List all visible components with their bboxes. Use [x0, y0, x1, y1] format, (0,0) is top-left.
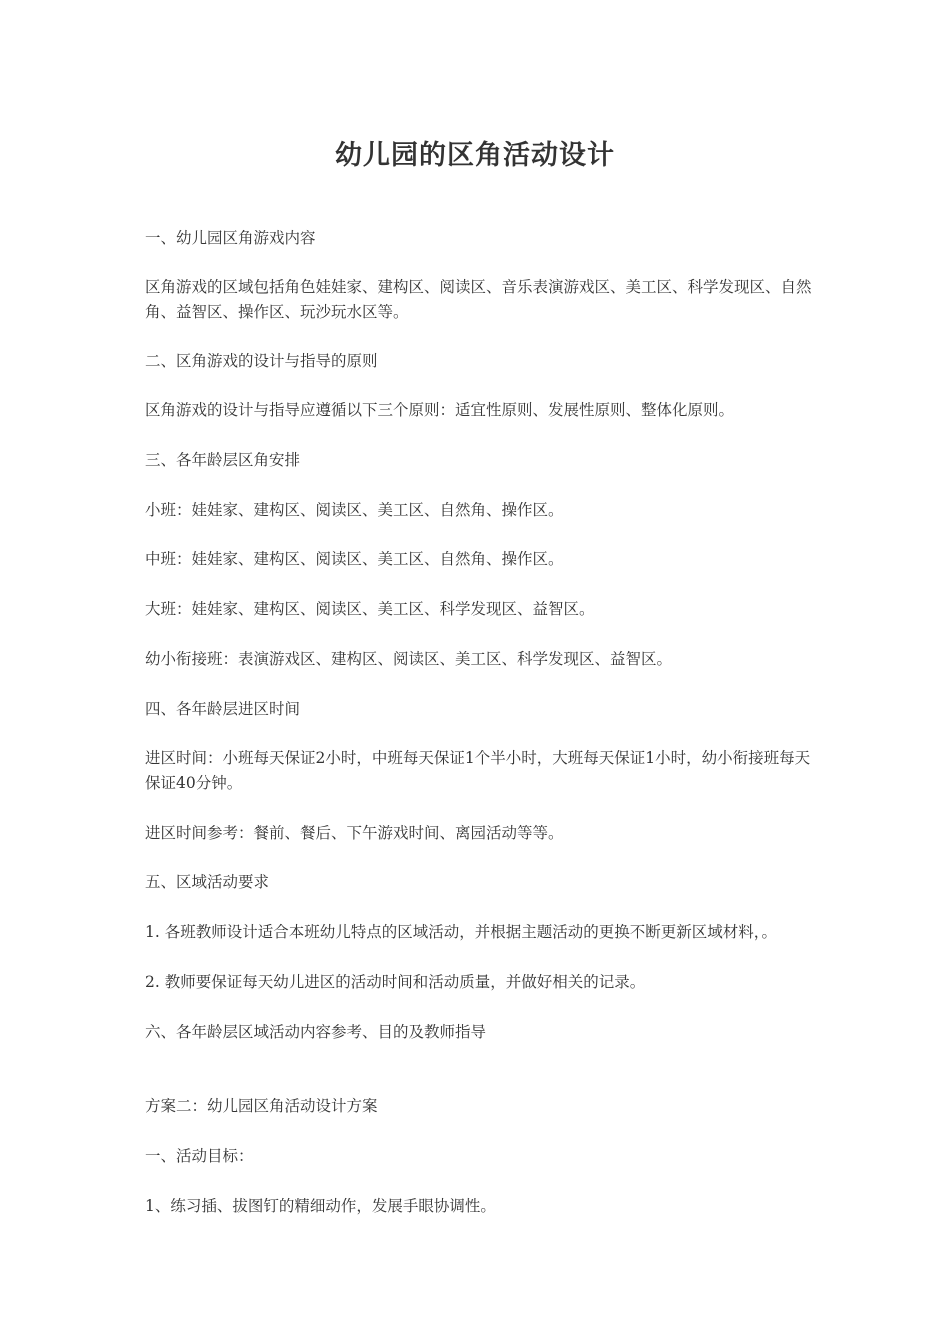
- section-heading-3: 三、各年龄层区角安排: [145, 451, 301, 469]
- section-heading-4: 四、各年龄层进区时间: [145, 700, 301, 718]
- plan-heading: 方案二：幼儿园区角活动设计方案: [145, 1097, 378, 1115]
- paragraph: 中班：娃娃家、建构区、阅读区、美工区、自然角、操作区。: [145, 550, 564, 568]
- paragraph: 2. 教师要保证每天幼儿进区的活动时间和活动质量，并做好相关的记录。: [145, 973, 646, 991]
- paragraph: 幼小衔接班：表演游戏区、建构区、阅读区、美工区、科学发现区、益智区。: [145, 650, 673, 668]
- paragraph: 区角游戏的设计与指导应遵循以下三个原则：适宜性原则、发展性原则、整体化原则。: [145, 401, 735, 419]
- section-heading-5: 五、区域活动要求: [145, 873, 270, 891]
- section-heading: 一、活动目标：: [145, 1147, 254, 1165]
- paragraph: 进区时间：小班每天保证2小时，中班每天保证1个半小时，大班每天保证1小时，幼小衔接班每天保证40分钟。: [145, 749, 811, 792]
- paragraph: 大班：娃娃家、建构区、阅读区、美工区、科学发现区、益智区。: [145, 600, 595, 618]
- section-heading-2: 二、区角游戏的设计与指导的原则: [145, 352, 378, 370]
- paragraph: 1. 各班教师设计适合本班幼儿特点的区域活动，并根据主题活动的更换不断更新区域材料，。: [145, 923, 777, 941]
- paragraph: 1、练习插、拔图钉的精细动作，发展手眼协调性。: [145, 1197, 496, 1215]
- section-heading-6: 六、各年龄层区域活动内容参考、目的及教师指导: [145, 1023, 487, 1041]
- paragraph: 进区时间参考：餐前、餐后、下午游戏时间、离园活动等等。: [145, 824, 564, 842]
- paragraph: 小班：娃娃家、建构区、阅读区、美工区、自然角、操作区。: [145, 501, 564, 519]
- document-title: 幼儿园的区角活动设计: [335, 140, 615, 171]
- section-heading-1: 一、幼儿园区角游戏内容: [145, 229, 316, 247]
- paragraph: 区角游戏的区域包括角色娃娃家、建构区、阅读区、音乐表演游戏区、美工区、科学发现区、自然角、益智区、操作区、玩沙玩水区等。: [145, 278, 812, 321]
